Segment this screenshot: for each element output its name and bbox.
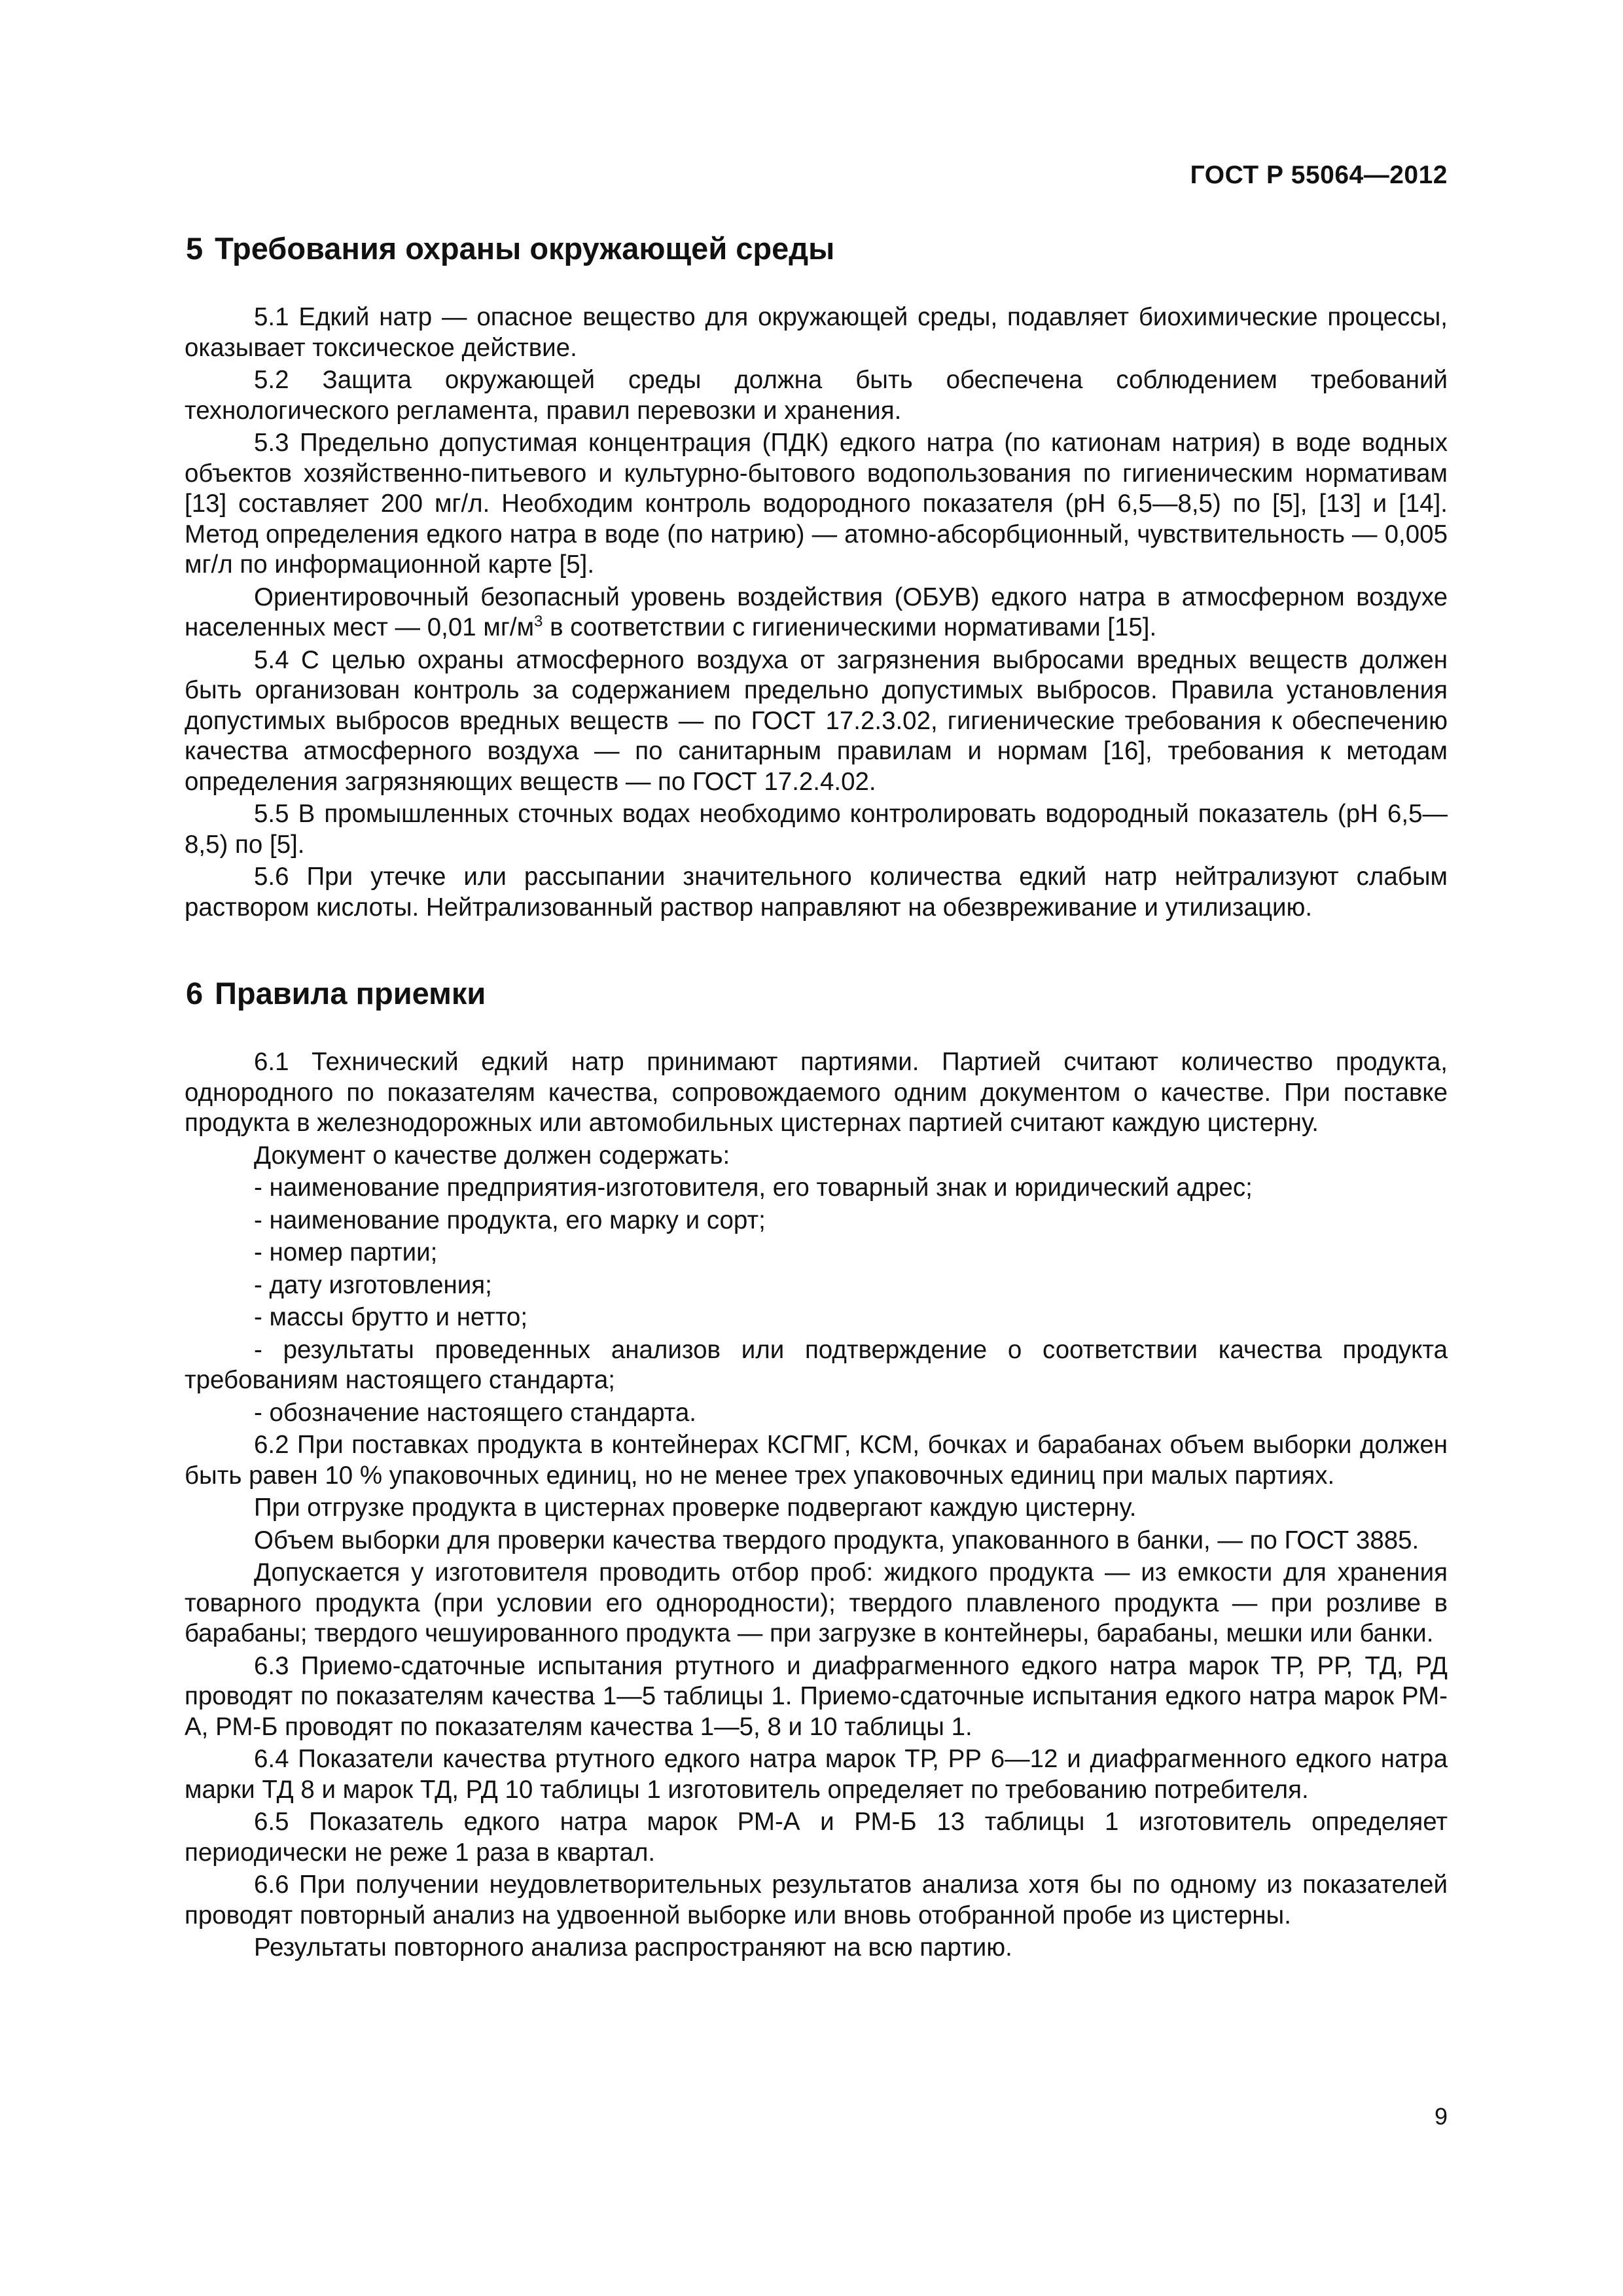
- obuv-text-1: Ориентировочный безопасный уровень воздействия (ОБУВ) едкого натра в атмосферном воздухе населенных мест — 0,01 мг/м: [185, 583, 1448, 641]
- paragraph-5-6: 5.6 При утечке или рассыпании значительного количества едкий натр нейтрализуют слабым раствором кислоты. Нейтрализованный раствор направляют на обезвреживание и утилизацию.: [185, 863, 1448, 922]
- paragraph-5-2: 5.2 Защита окружающей среды должна быть обеспечена соблюдением требований технологического регламента, правил перевозки и хранения.: [185, 366, 1448, 425]
- paragraph-6-6-result: Результаты повторного анализа распространяют на всю партию.: [254, 1933, 1012, 1962]
- page-number: 9: [1434, 2103, 1448, 2130]
- paragraph-obuv: [185, 583, 1448, 643]
- document-content-intro: Документ о качестве должен содержать:: [254, 1141, 730, 1170]
- section-6-body: [185, 1047, 1448, 1965]
- paragraph-5-4: 5.4 С целью охраны атмосферного воздуха от загрязнения выбросами вредных веществ должен быть организован контроль за содержанием предельно допустимых выбросов. Правила установления допустимых выбросов вредных веществ — по ГОСТ 17.2.3.02, гигиенические требования к обеспечению качества атмосферного воздуха — по санитарным правилам и нормам [16], требования к методам определения загрязняющих веществ — по ГОСТ 17.2.4.02.: [185, 645, 1448, 796]
- section-6-number: 6: [186, 976, 204, 1011]
- paragraph-5-5: 5.5 В промышленных сточных водах необходимо контролировать водородный показатель (pH 6,5—8,5) по [5].: [185, 800, 1448, 859]
- section-6-title: Правила приемки: [215, 976, 486, 1011]
- paragraph-6-2-sample: Объем выборки для проверки качества твердого продукта, упакованного в банки, — по ГОСТ 3885.: [254, 1526, 1419, 1554]
- paragraph-6-2: 6.2 При поставках продукта в контейнерах КСГМГ, КСМ, бочках и барабанах объем выборки должен быть равен 10 % упаковочных единиц, но не менее трех упаковочных единиц при малых партиях.: [185, 1431, 1448, 1490]
- obuv-superscript: 3: [534, 613, 543, 631]
- list-item: - массы брутто и нетто;: [254, 1303, 528, 1331]
- section-5-heading: [186, 230, 834, 266]
- section-5-body: [185, 302, 1448, 925]
- list-item: - наименование предприятия-изготовителя, его товарный знак и юридический адрес;: [254, 1174, 1253, 1202]
- list-item: - обозначение настоящего стандарта.: [254, 1398, 697, 1427]
- paragraph-5-1: 5.1 Едкий натр — опасное вещество для окружающей среды, подавляет биохимические процессы, оказывает токсическое действие.: [185, 303, 1448, 362]
- document-code: ГОСТ Р 55064—2012: [1190, 161, 1448, 189]
- paragraph-6-4: 6.4 Показатели качества ртутного едкого натра марок ТР, РР 6—12 и диафрагменного едкого натра марки ТД 8 и марок ТД, РД 10 таблицы 1 изготовитель определяет по требованию потребителя.: [185, 1745, 1448, 1804]
- paragraph-6-5: 6.5 Показатель едкого натра марок РМ-А и РМ-Б 13 таблицы 1 изготовитель определяет периодически не реже 1 раза в квартал.: [185, 1808, 1448, 1867]
- document-page: [185, 0, 1448, 2296]
- paragraph-6-1: 6.1 Технический едкий натр принимают партиями. Партией считают количество продукта, однородного по показателям качества, сопровождаемого одним документом о качестве. При поставке продукта в железнодорожных или автомобильных цистернах партией считают каждую цистерну.: [185, 1048, 1448, 1137]
- list-item: - дату изготовления;: [254, 1270, 492, 1299]
- paragraph-6-6: 6.6 При получении неудовлетворительных результатов анализа хотя бы по одному из показателей проводят повторный анализ на удвоенной выборке или вновь отобранной пробе из цистерны.: [185, 1871, 1448, 1929]
- paragraph-6-3: 6.3 Приемо-сдаточные испытания ртутного и диафрагменного едкого натра марок ТР, РР, ТД, РД проводят по показателям качества 1—5 таблицы 1. Приемо-сдаточные испытания едкого натра марок РМ-А, РМ-Б проводят по показателям качества 1—5, 8 и 10 таблицы 1.: [185, 1651, 1448, 1741]
- list-item: - наименование продукта, его марку и сорт;: [254, 1206, 766, 1234]
- paragraph-6-2-sampling: Допускается у изготовителя проводить отбор проб: жидкого продукта — из емкости для хранения товарного продукта (при условии его однородности); твердого плавленого продукта — при розливе в барабаны; твердого чешуированного продукта — при загрузке в контейнеры, барабаны, мешки или банки.: [185, 1558, 1448, 1647]
- paragraph-6-2-tanks: При отгрузке продукта в цистернах проверке подвергают каждую цистерну.: [254, 1494, 1137, 1522]
- section-5-number: 5: [186, 231, 204, 266]
- section-5-title: Требования охраны окружающей среды: [215, 231, 835, 266]
- list-item: - номер партии;: [254, 1238, 438, 1266]
- obuv-text-2: в соответствии с гигиеническими нормативами [15].: [543, 613, 1157, 641]
- section-6-heading: [186, 975, 486, 1011]
- list-item: - результаты проведенных анализов или подтверждение о соответствии качества продукта требованиям настоящего стандарта;: [185, 1335, 1448, 1394]
- paragraph-5-3: 5.3 Предельно допустимая концентрация (ПДК) едкого натра (по катионам натрия) в воде водных объектов хозяйственно-питьевого и культурно-бытового водопользования по гигиеническим нормативам [13] составляет 200 мг/л. Необходим контроль водородного показателя (pH 6,5—8,5) по [5], [13] и [14]. Метод определения едкого натра в воде (по натрию) — атомно-абсорбционный, чувствительность — 0,005 мг/л по информационной карте [5].: [185, 429, 1448, 579]
